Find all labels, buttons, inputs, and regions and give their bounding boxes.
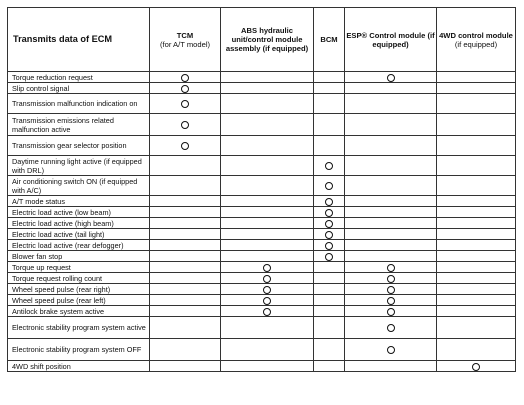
cell-bcm (314, 317, 345, 339)
table-row (8, 156, 516, 176)
cell-esp (345, 295, 437, 306)
table-row (8, 361, 516, 372)
header-bcm: BCM (314, 8, 345, 72)
cell-bcm (314, 273, 345, 284)
header-tcm: TCM (for A/T model) (150, 8, 221, 72)
cell-abs (221, 218, 314, 229)
cell-tcm (150, 306, 221, 317)
cell-esp (345, 262, 437, 273)
table-row (8, 72, 516, 83)
cell-abs (221, 306, 314, 317)
table-row (8, 94, 516, 114)
table-row (8, 295, 516, 306)
circle-mark-icon (387, 297, 395, 305)
cell-bcm (314, 229, 345, 240)
cell-bcm (314, 176, 345, 196)
cell-4wd (437, 94, 516, 114)
table-row (8, 273, 516, 284)
cell-esp (345, 176, 437, 196)
circle-mark-icon (263, 264, 271, 272)
row-label: Antilock brake system active (8, 306, 150, 317)
cell-bcm (314, 295, 345, 306)
cell-bcm (314, 72, 345, 83)
row-label: Electric load active (rear defogger) (8, 240, 150, 251)
cell-4wd (437, 156, 516, 176)
cell-tcm (150, 317, 221, 339)
circle-mark-icon (325, 198, 333, 206)
table-row (8, 284, 516, 295)
cell-4wd (437, 273, 516, 284)
cell-bcm (314, 262, 345, 273)
cell-esp (345, 94, 437, 114)
cell-4wd (437, 176, 516, 196)
cell-tcm (150, 229, 221, 240)
row-label: Blower fan stop (8, 251, 150, 262)
cell-abs (221, 156, 314, 176)
circle-mark-icon (387, 346, 395, 354)
cell-4wd (437, 240, 516, 251)
cell-bcm (314, 207, 345, 218)
cell-abs (221, 273, 314, 284)
cell-4wd (437, 83, 516, 94)
circle-mark-icon (325, 231, 333, 239)
table-row (8, 136, 516, 156)
row-label: Electronic stability program system OFF (8, 339, 150, 361)
table-row (8, 218, 516, 229)
cell-esp (345, 273, 437, 284)
cell-tcm (150, 240, 221, 251)
cell-bcm (314, 136, 345, 156)
cell-4wd (437, 136, 516, 156)
cell-abs (221, 83, 314, 94)
row-label: A/T mode status (8, 196, 150, 207)
cell-abs (221, 114, 314, 136)
cell-4wd (437, 262, 516, 273)
cell-4wd (437, 218, 516, 229)
circle-mark-icon (387, 324, 395, 332)
circle-mark-icon (181, 100, 189, 108)
cell-abs (221, 262, 314, 273)
circle-mark-icon (325, 220, 333, 228)
cell-4wd (437, 207, 516, 218)
cell-abs (221, 229, 314, 240)
cell-tcm (150, 196, 221, 207)
cell-abs (221, 284, 314, 295)
cell-tcm (150, 284, 221, 295)
table-row (8, 229, 516, 240)
row-label: Electric load active (low beam) (8, 207, 150, 218)
cell-esp (345, 196, 437, 207)
cell-tcm (150, 207, 221, 218)
cell-esp (345, 339, 437, 361)
row-label: Electric load active (high beam) (8, 218, 150, 229)
cell-tcm (150, 156, 221, 176)
row-label: Torque request rolling count (8, 273, 150, 284)
cell-esp (345, 156, 437, 176)
circle-mark-icon (263, 275, 271, 283)
cell-esp (345, 306, 437, 317)
table-row (8, 262, 516, 273)
table-row (8, 251, 516, 262)
circle-mark-icon (325, 162, 333, 170)
cell-bcm (314, 361, 345, 372)
cell-bcm (314, 251, 345, 262)
cell-abs (221, 361, 314, 372)
header-4wd: 4WD control module (if equipped) (437, 8, 516, 72)
cell-4wd (437, 339, 516, 361)
row-label: Air conditioning switch ON (if equipped with A/C) (8, 176, 150, 196)
header-esp: ESP® Control module (if equipped) (345, 8, 437, 72)
cell-bcm (314, 156, 345, 176)
cell-bcm (314, 218, 345, 229)
table-row (8, 176, 516, 196)
cell-tcm (150, 72, 221, 83)
circle-mark-icon (181, 142, 189, 150)
table-row (8, 196, 516, 207)
cell-tcm (150, 114, 221, 136)
cell-4wd (437, 196, 516, 207)
cell-tcm (150, 295, 221, 306)
circle-mark-icon (263, 286, 271, 294)
cell-abs (221, 196, 314, 207)
row-label: Wheel speed pulse (rear left) (8, 295, 150, 306)
cell-tcm (150, 339, 221, 361)
ecm-data-table (7, 7, 516, 372)
cell-esp (345, 284, 437, 295)
circle-mark-icon (181, 121, 189, 129)
cell-tcm (150, 176, 221, 196)
cell-4wd (437, 284, 516, 295)
cell-esp (345, 229, 437, 240)
cell-4wd (437, 251, 516, 262)
cell-tcm (150, 83, 221, 94)
cell-esp (345, 361, 437, 372)
cell-tcm (150, 136, 221, 156)
row-label: Electric load active (tail light) (8, 229, 150, 240)
cell-abs (221, 176, 314, 196)
cell-esp (345, 207, 437, 218)
cell-abs (221, 72, 314, 83)
cell-esp (345, 83, 437, 94)
table-row (8, 83, 516, 94)
table-row (8, 207, 516, 218)
row-label: Transmission emissions related malfunction active (8, 114, 150, 136)
circle-mark-icon (181, 74, 189, 82)
cell-abs (221, 136, 314, 156)
row-label: Daytime running light active (if equipped with DRL) (8, 156, 150, 176)
cell-4wd (437, 361, 516, 372)
cell-bcm (314, 240, 345, 251)
row-label: Torque reduction request (8, 72, 150, 83)
table-row (8, 317, 516, 339)
cell-esp (345, 251, 437, 262)
circle-mark-icon (263, 308, 271, 316)
circle-mark-icon (472, 363, 480, 371)
cell-abs (221, 240, 314, 251)
circle-mark-icon (325, 253, 333, 261)
cell-bcm (314, 196, 345, 207)
cell-tcm (150, 361, 221, 372)
cell-abs (221, 94, 314, 114)
header-transmits-data: Transmits data of ECM (8, 8, 150, 72)
cell-4wd (437, 295, 516, 306)
cell-esp (345, 72, 437, 83)
cell-bcm (314, 83, 345, 94)
circle-mark-icon (325, 209, 333, 217)
cell-bcm (314, 306, 345, 317)
cell-bcm (314, 94, 345, 114)
row-label: Electronic stability program system active (8, 317, 150, 339)
cell-tcm (150, 94, 221, 114)
cell-tcm (150, 251, 221, 262)
table-row (8, 114, 516, 136)
cell-bcm (314, 339, 345, 361)
row-label: Transmission malfunction indication on (8, 94, 150, 114)
cell-4wd (437, 114, 516, 136)
cell-esp (345, 240, 437, 251)
row-label: Wheel speed pulse (rear right) (8, 284, 150, 295)
cell-4wd (437, 317, 516, 339)
cell-4wd (437, 306, 516, 317)
cell-tcm (150, 262, 221, 273)
cell-esp (345, 114, 437, 136)
row-label: 4WD shift position (8, 361, 150, 372)
circle-mark-icon (387, 74, 395, 82)
cell-esp (345, 218, 437, 229)
table-row (8, 240, 516, 251)
circle-mark-icon (387, 308, 395, 316)
cell-esp (345, 317, 437, 339)
row-label: Slip control signal (8, 83, 150, 94)
row-label: Transmission gear selector position (8, 136, 150, 156)
cell-4wd (437, 72, 516, 83)
table-body (8, 72, 516, 372)
circle-mark-icon (387, 264, 395, 272)
table-row (8, 339, 516, 361)
circle-mark-icon (325, 182, 333, 190)
circle-mark-icon (263, 297, 271, 305)
row-label: Torque up request (8, 262, 150, 273)
header-abs: ABS hydraulic unit/control module assembly (if equipped) (221, 8, 314, 72)
circle-mark-icon (387, 275, 395, 283)
circle-mark-icon (325, 242, 333, 250)
table-row (8, 306, 516, 317)
cell-tcm (150, 218, 221, 229)
cell-bcm (314, 114, 345, 136)
cell-abs (221, 339, 314, 361)
cell-abs (221, 317, 314, 339)
cell-4wd (437, 229, 516, 240)
cell-abs (221, 251, 314, 262)
circle-mark-icon (181, 85, 189, 93)
cell-esp (345, 136, 437, 156)
cell-tcm (150, 273, 221, 284)
cell-abs (221, 207, 314, 218)
header-row (8, 8, 516, 72)
circle-mark-icon (387, 286, 395, 294)
cell-abs (221, 295, 314, 306)
cell-bcm (314, 284, 345, 295)
